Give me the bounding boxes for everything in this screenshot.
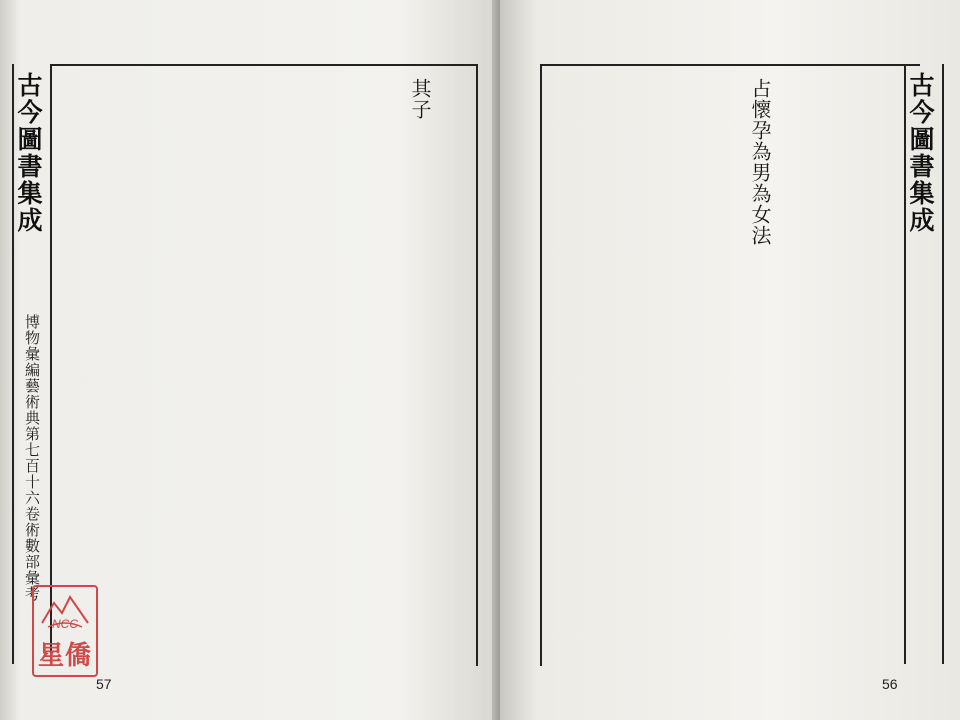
text-column bbox=[56, 78, 80, 654]
right-page-number: 56 bbox=[882, 676, 898, 692]
text-column bbox=[216, 78, 240, 654]
text-column bbox=[664, 78, 688, 654]
left-subtitle: 博物彙編藝術典第七百十六卷術數部彙考 bbox=[23, 314, 41, 602]
text-column bbox=[88, 78, 112, 654]
text-column: 占懷孕為男為女法 bbox=[748, 78, 772, 246]
text-column bbox=[552, 78, 576, 654]
stamp-name: 星僑 bbox=[37, 641, 92, 671]
text-column bbox=[832, 78, 856, 654]
stamp-abbr: NCC bbox=[52, 617, 78, 631]
right-text-block bbox=[540, 64, 920, 666]
text-column bbox=[152, 78, 176, 654]
left-edge-band bbox=[12, 64, 52, 664]
left-header-title: 古今圖書集成 bbox=[14, 72, 43, 234]
text-column bbox=[776, 78, 800, 654]
text-column bbox=[804, 78, 828, 654]
text-column bbox=[580, 78, 604, 654]
text-column: 其子 bbox=[408, 78, 432, 120]
text-column bbox=[860, 78, 884, 654]
left-text-block bbox=[50, 64, 478, 666]
text-column bbox=[720, 78, 744, 654]
text-column bbox=[636, 78, 660, 654]
right-edge-band bbox=[904, 64, 944, 664]
text-column bbox=[184, 78, 208, 654]
watermark-stamp bbox=[32, 585, 98, 677]
text-column bbox=[608, 78, 632, 654]
text-column bbox=[248, 78, 272, 654]
left-page-number: 57 bbox=[96, 676, 112, 692]
text-column bbox=[440, 78, 464, 654]
text-column bbox=[120, 78, 144, 654]
text-column bbox=[344, 78, 368, 654]
text-column bbox=[376, 78, 400, 654]
text-column bbox=[692, 78, 716, 654]
text-column bbox=[312, 78, 336, 654]
right-header-title: 古今圖書集成 bbox=[906, 72, 935, 234]
text-column bbox=[280, 78, 304, 654]
right-page bbox=[500, 0, 960, 720]
